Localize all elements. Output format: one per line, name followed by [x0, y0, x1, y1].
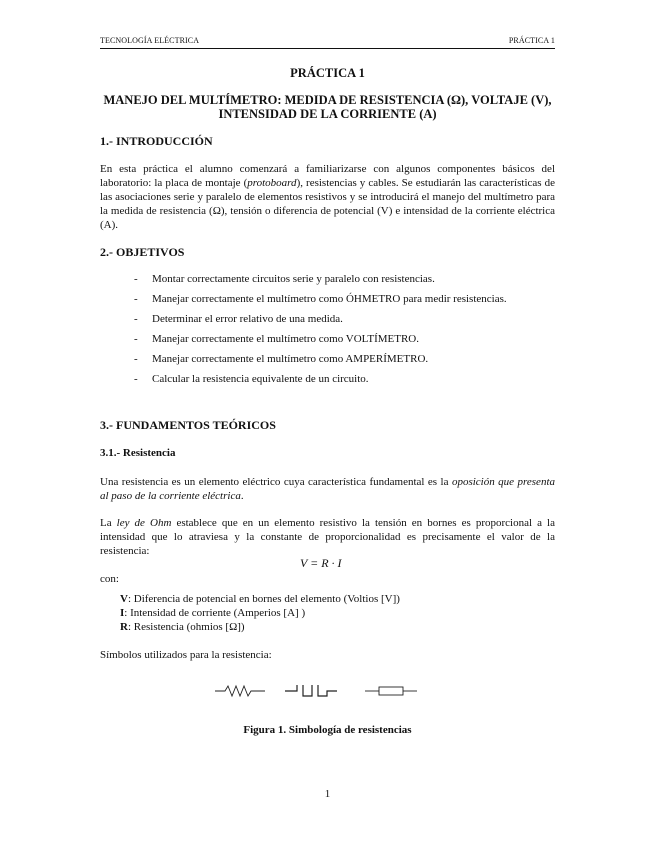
con-label: con: — [100, 573, 119, 585]
definition-v: V: Diferencia de potencial en bornes del elemento (Voltios [V]) — [120, 593, 400, 605]
practice-title: PRÁCTICA 1 — [290, 66, 365, 80]
resistor-symbols-figure — [215, 681, 420, 701]
zigzag-resistor-icon — [215, 686, 265, 696]
definition-i: I: Intensidad de corriente (Amperios [A] ) — [120, 607, 306, 619]
practice-subtitle-line1: MANEJO DEL MULTÍMETRO: MEDIDA DE RESISTENCIA (Ω), VOLTAJE (V), — [103, 93, 552, 107]
protoboard-term: protoboard — [247, 177, 297, 189]
box-resistor-icon — [365, 687, 417, 695]
ohm-law-paragraph: La ley de Ohm establece que en un elemento resistivo la tensión en bornes es proporcional a la intensidad que lo atraviesa y la constante de proporcionalidad es precisamente el valor de la resistencia: — [100, 517, 555, 557]
header-left: TECNOLOGÍA ELÉCTRICA — [100, 36, 200, 45]
practice-subtitle-line2: INTENSIDAD DE LA CORRIENTE (A) — [218, 107, 437, 121]
resistance-subheading: 3.1.- Resistencia — [100, 447, 176, 459]
intro-paragraph: En esta práctica el alumno comenzará a familiarizarse con algunos componentes básicos del laboratorio: la placa de montaje (protoboard), resistencias y cables. Se estudiarán las características de las asociaciones serie y paralelo de elementos resistivos y se introducirá el manejo del multímetro para la medida de resistencia (Ω), tensión o diferencia de potencial (V) e intensidad de la corriente eléctrica (A). — [100, 163, 555, 231]
figure-caption: Figura 1. Simbología de resistencias — [243, 724, 412, 736]
header-right: PRÁCTICA 1 — [508, 36, 555, 45]
objectives-heading: 2.- OBJETIVOS — [100, 245, 185, 259]
definition-r: R: Resistencia (ohmios [Ω]) — [120, 621, 245, 633]
ohm-law-formula: V = R · I — [300, 556, 342, 570]
document-page: TECNOLOGÍA ELÉCTRICA PRÁCTICA 1 PRÁCTICA 1 MANEJO DEL MULTÍMETRO: MEDIDA DE RESISTENCIA (Ω), VOLTAJE (V), INTENSIDAD DE LA CORRIENTE (A) 1.- INTRODUCCIÓN En esta práctica el alumno comenzará a familiarizarse con algunos componentes básicos del laboratorio: la placa de montaje (protoboard), resistencias y cables. Se estudiarán las características de las asociaciones serie y paralelo de elementos resistivos y se introducirá el manejo del multímetro para la medida de resistencia (Ω), tensión o diferencia de potencial (V) e intensidad de la corriente eléctrica (A). 2.- OBJETIVOS - Montar correctamente circuitos serie y paralelo con resistencias. - Manejar correctamente el multímetro como ÓHMETRO para medir resistencias. - Determinar el error relativo de una medida. - Manejar correctamente el multímetro como VOLTÍMETRO. - Manejar correctamente el multímetro como AMPERÍMETRO. - Calcular la resistencia equivalente de un circuito. 3.- FUNDAMENTOS TEÓRICOS 3.1.- Resistencia Una resistencia es un elemento eléctrico cuya característica fundamental es la oposición que presenta al paso de la corriente eléctrica. La ley de Ohm establece que en un elemento resistivo la tensión en bornes es proporcional a la intensidad que lo atraviesa y la constante de proporcionalidad es precisamente el valor de la resistencia: V = R · I con: V: Diferencia de potencial en bornes del elemento (Voltios [V]) I: Intensidad de corriente (Amperios [A] ) R: Resistencia (ohmios [Ω]) Símbolos utilizados para la resistencia: Figura 1. Simbología de resistencias 1 — [100, 36, 555, 800]
resistance-definition-paragraph: Una resistencia es un elemento eléctrico cuya característica fundamental es la oposición que presenta al paso de la corriente eléctrica. — [100, 476, 555, 502]
variable-definitions — [120, 592, 400, 634]
intro-heading: 1.- INTRODUCCIÓN — [100, 134, 213, 148]
theory-heading: 3.- FUNDAMENTOS TEÓRICOS — [100, 418, 276, 432]
symbols-label: Símbolos utilizados para la resistencia: — [100, 649, 272, 661]
page-number: 1 — [324, 788, 331, 800]
running-header — [100, 36, 555, 49]
square-wave-resistor-icon — [285, 685, 337, 696]
